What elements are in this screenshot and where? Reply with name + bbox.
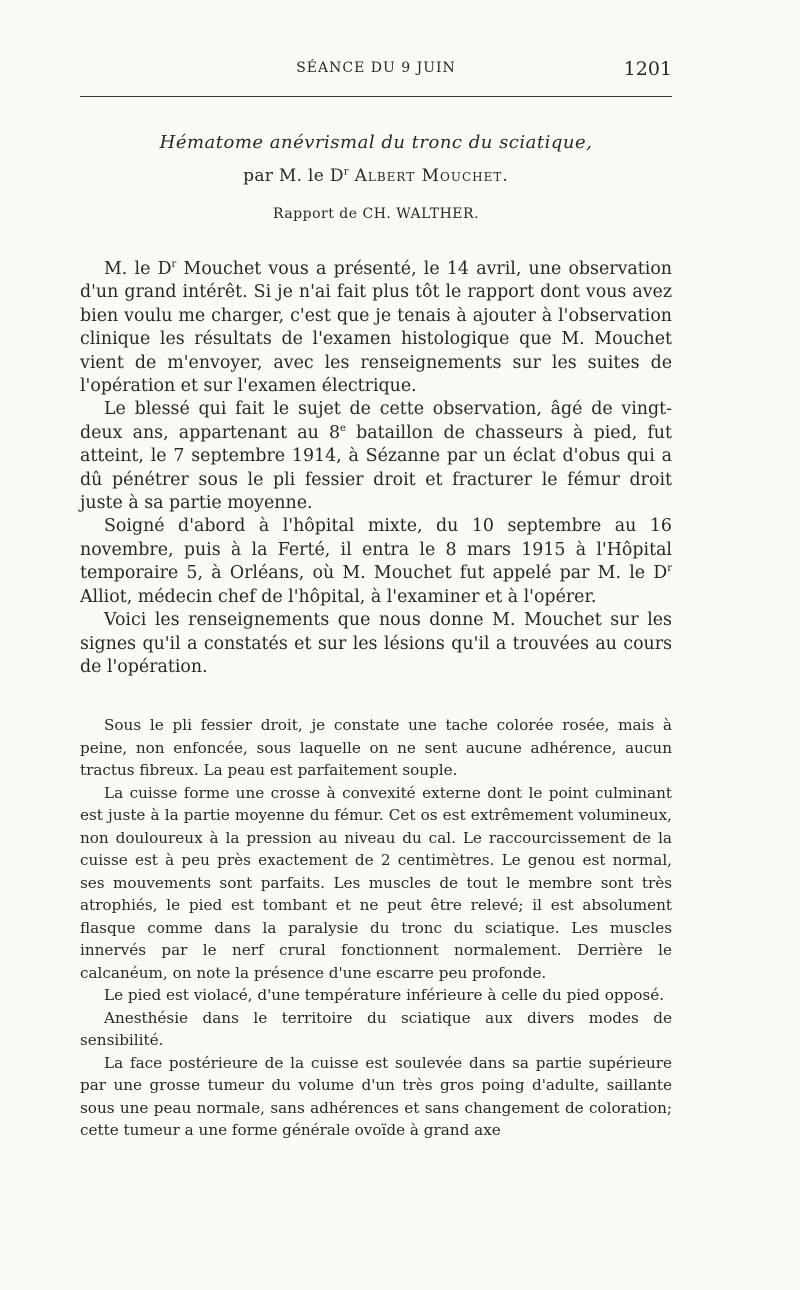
superscript: r [171, 259, 177, 271]
report-body [80, 258, 672, 679]
observation-paragraph: Anesthésie dans le territoire du sciatique aux divers modes de sensibilité. [80, 1008, 672, 1049]
author-line [80, 166, 672, 186]
text-run: Alliot, médecin chef de l'hôpital, à l'examiner et à l'opérer. [80, 586, 597, 607]
body-paragraph: Voici les renseignements que nous donne M. Mouchet sur les signes qu'il a constatés et sur les lésions qu'il a trouvées au cours de l'opération. [80, 610, 672, 677]
page-header [80, 58, 672, 84]
text-run: Mouchet vous a présenté, le 14 avril, une observation d'un grand intérêt. Si je n'ai fait plus tôt le rapport dont vous avez bien voulu me charger, c'est que je tenais à ajouter à l'observation clinique les résultats de l'examen histologique que M. Mouchet vient de m'envoyer, avec les renseignements sur les suites de l'opération et sur l'examen électrique. [80, 259, 673, 397]
author-sup: r [343, 166, 349, 178]
text-run: bataillon de chasseurs à pied, fut atteint, le 7 septembre 1914, à Sézanne par un éclat d'obus qui a dû pénétrer sous le pli fessier droit et fracturer le fémur droit juste à sa partie moyenne. [80, 422, 672, 514]
superscript: r [667, 563, 672, 575]
observation-paragraph: Le pied est violacé, d'une température inférieure à celle du pied opposé. [104, 986, 665, 1004]
observation-text [80, 714, 672, 1142]
observation-paragraph: Sous le pli fessier droit, je constate une tache colorée rosée, mais à peine, non enfoncée, sous laquelle on ne sent aucune adhérence, aucun tractus fibreux. La peau est parfaitement souple. [80, 716, 672, 779]
body-paragraph [80, 258, 672, 398]
author-name: Albert Mouchet. [354, 166, 509, 186]
author-prefix: par M. le D [243, 166, 344, 186]
page-number: 1201 [623, 58, 672, 80]
article-title: Hématome anévrismal du tronc du sciatique, [159, 132, 593, 153]
report-line: Rapport de CH. WALTHER. [272, 206, 480, 222]
observation-paragraph: La face postérieure de la cuisse est soulevée dans sa partie supérieure par une grosse tumeur du volume d'un très gros poing d'adulte, saillante sous une peau normale, sans adhérences et sans changement de coloration; cette tumeur a une forme générale ovoïde à grand axe [80, 1053, 672, 1139]
text-run: Le blessé qui fait le sujet de cette observation, âgé de vingt-deux ans, appartenant au 8 [80, 399, 672, 443]
header-rule [80, 96, 672, 97]
body-paragraph [80, 515, 672, 609]
text-run: M. le D [104, 259, 172, 279]
observation-paragraph: La cuisse forme une crosse à convexité externe dont le point culminant est juste à la partie moyenne du fémur. Cet os est extrêmement volumineux, non douloureux à la pression au niveau du cal. Le raccourcissement de la cuisse est à peu près exactement de 2 centimètres. Le genou est normal, ses mouvements sont parfaits. Les muscles de tout le membre sont très atrophiés, le pied est tombant et ne peut être relevé; il est absolument flasque comme dans la paralysie du tronc du sciatique. Les muscles innervés par le nerf crural fonctionnent normalement. Derrière le calcanéum, on note la présence d'une escarre peu profonde. [80, 783, 672, 982]
superscript: e [340, 423, 346, 435]
text-run: Soigné d'abord à l'hôpital mixte, du 10 septembre au 16 novembre, puis à la Ferté, il entra le 8 mars 1915 à l'Hôpital temporaire 5, à Orléans, où M. Mouchet fut appelé par M. le D [80, 516, 672, 584]
article-heading [80, 132, 672, 222]
body-paragraph [80, 398, 672, 515]
running-title: SÉANCE DU 9 JUIN [296, 60, 456, 76]
